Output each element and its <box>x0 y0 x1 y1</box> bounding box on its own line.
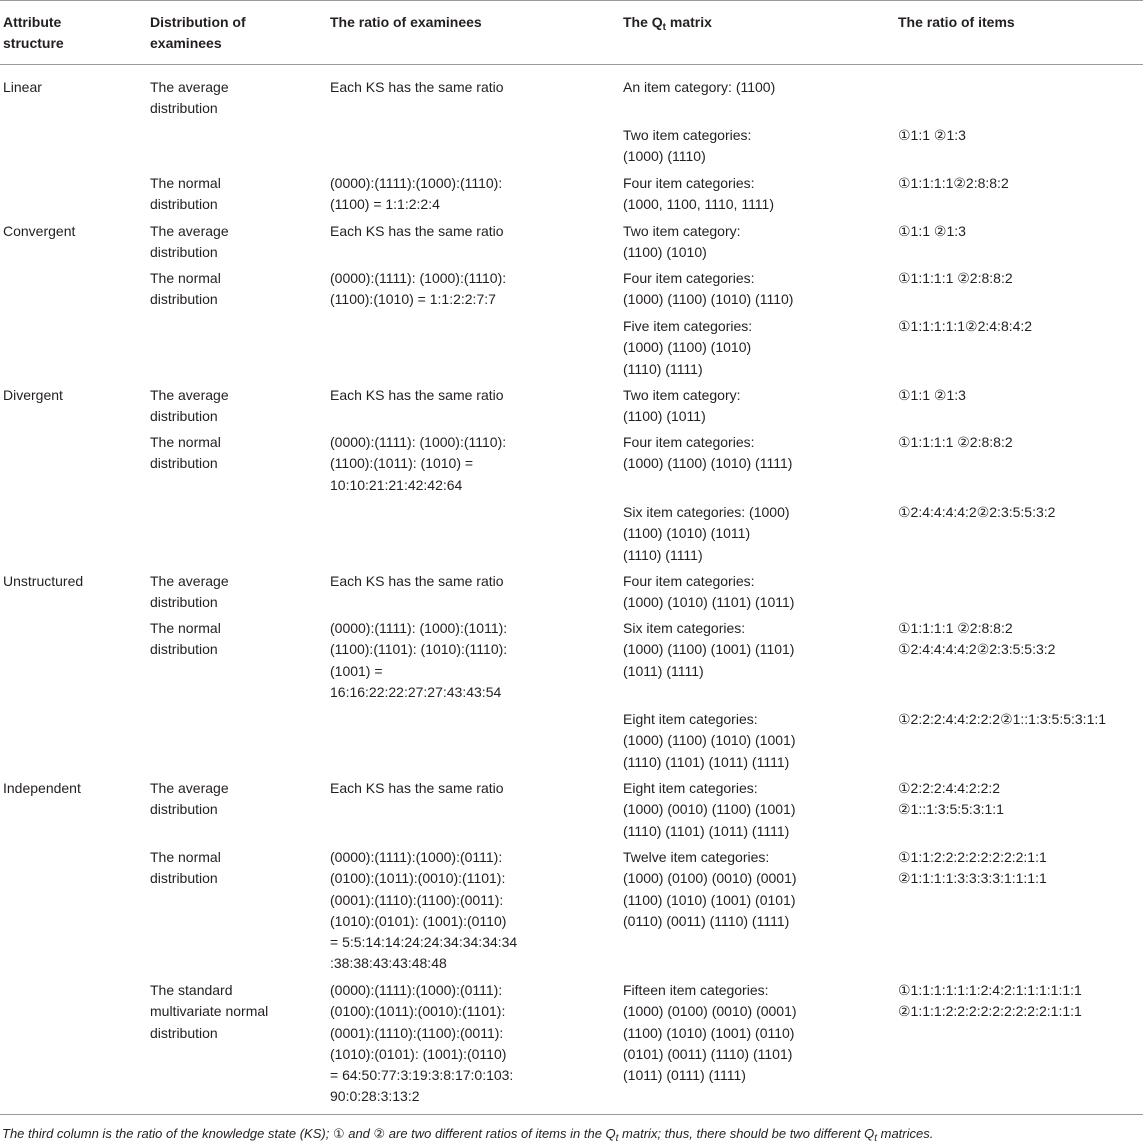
distribution-cell: The average distribution <box>150 573 229 611</box>
distribution-cell: The average distribution <box>150 79 229 117</box>
item-ratio-cell: ①1:1 ②1:3 <box>898 223 966 239</box>
qt-matrix-cell: Six item categories: (1000) (1100) (1001) (1101) (1011) (1111) <box>623 620 795 679</box>
examinee-ratio-cell: (0000):(1111): (1000):(1110): (1100):(1010) = 1:1:2:2:7:7 <box>330 270 507 308</box>
distribution-cell: The normal distribution <box>150 434 221 472</box>
qt-matrix-cell: Four item categories: (1000) (1100) (1010) (1110) <box>623 270 794 308</box>
item-ratio-cell: ①1:1:2:2:2:2:2:2:2:2:1:1 ②1:1:1:1:3:3:3:3:1:1:1:1 <box>898 849 1047 887</box>
qt-matrix-cell: Four item categories: (1000, 1100, 1110, 1111) <box>623 175 775 213</box>
distribution-cell: The average distribution <box>150 223 229 261</box>
qt-matrix-cell: An item category: (1100) <box>623 79 776 95</box>
distribution-cell: The normal distribution <box>150 175 221 213</box>
examinee-ratio-cell: Each KS has the same ratio <box>330 387 504 403</box>
header-ratio-of-examinees: The ratio of examinees <box>330 14 482 30</box>
examinee-ratio-cell: (0000):(1111): (1000):(1110): (1100):(1011): (1010) = 10:10:21:21:42:42:64 <box>330 434 507 493</box>
item-ratio-cell: ①1:1 ②1:3 <box>898 127 966 143</box>
structure-linear: Linear <box>3 79 42 95</box>
structure-unstructured: Unstructured <box>3 573 84 589</box>
item-ratio-cell: ①1:1:1:1:1:1:2:4:2:1:1:1:1:1:1 ②1:1:1:2:2:2:2:2:2:2:2:2:1:1:1 <box>898 982 1082 1020</box>
examinee-ratio-cell: (0000):(1111): (1000):(1011): (1100):(1101): (1010):(1110): (1001) = 16:16:22:22:27:27:43:43:54 <box>330 620 508 700</box>
header-qt-matrix: The $Q_t$ matrix <box>623 14 712 33</box>
item-ratio-cell: ①1:1:1:1:1②2:4:8:4:2 <box>898 318 1033 334</box>
examinee-ratio-cell: Each KS has the same ratio <box>330 223 504 239</box>
distribution-cell: The average distribution <box>150 780 229 818</box>
distribution-cell: The average distribution <box>150 387 229 425</box>
structure-independent: Independent <box>3 780 81 796</box>
examinee-ratio-cell: (0000):(1111):(1000):(1110): (1100) = 1:1:2:2:4 <box>330 175 503 213</box>
qt-matrix-cell: Two item category: (1100) (1010) <box>623 223 741 261</box>
header-attribute-structure: Attribute structure <box>3 14 64 51</box>
qt-matrix-cell: Six item categories: (1000) (1100) (1010) (1011) (1110) (1111) <box>623 504 790 563</box>
item-ratio-cell: ①1:1:1:1 ②2:8:8:2 <box>898 270 1013 286</box>
structure-divergent: Divergent <box>3 387 63 403</box>
table-top-rule <box>0 0 1143 1</box>
qt-matrix-cell: Five item categories: (1000) (1100) (1010) (1110) (1111) <box>623 318 753 377</box>
header-bottom-rule <box>0 64 1143 65</box>
examinee-ratio-cell: Each KS has the same ratio <box>330 573 504 589</box>
qt-matrix-cell: Two item categories: (1000) (1110) <box>623 127 752 165</box>
distribution-cell: The standard multivariate normal distribution <box>150 982 269 1041</box>
distribution-cell: The normal distribution <box>150 849 221 887</box>
item-ratio-cell: ①2:2:2:4:4:2:2:2②1::1:3:5:5:3:1:1 <box>898 711 1107 727</box>
header-ratio-of-items: The ratio of items <box>898 14 1015 30</box>
examinee-ratio-cell: (0000):(1111):(1000):(0111): (0100):(1011):(0010):(1101): (0001):(1110):(1100):(0011): (1010):(0101): (1001):(0110) = 5:5:14:14:24:24:34:34:34:34 :38:38:43:43:48:48 <box>330 849 518 972</box>
qt-matrix-cell: Four item categories: (1000) (1100) (1010) (1111) <box>623 434 793 472</box>
structure-convergent: Convergent <box>3 223 76 239</box>
item-ratio-cell: ①1:1:1:1 ②2:8:8:2 ①2:4:4:4:4:2②2:3:5:5:3:2 <box>898 620 1056 658</box>
examinee-ratio-cell: Each KS has the same ratio <box>330 79 504 95</box>
qt-matrix-cell: Eight item categories: (1000) (0010) (1100) (1001) (1110) (1101) (1011) (1111) <box>623 780 796 839</box>
item-ratio-cell: ①1:1 ②1:3 <box>898 387 966 403</box>
item-ratio-cell: ①1:1:1:1②2:8:8:2 <box>898 175 1009 191</box>
examinee-ratio-cell: (0000):(1111):(1000):(0111): (0100):(1011):(0010):(1101): (0001):(1110):(1100):(0011): (1010):(0101): (1001):(0110) = 64:50:77:3:19:3:8:17:0:103: 90:0:28:3:13:2 <box>330 982 514 1105</box>
examinee-ratio-cell: Each KS has the same ratio <box>330 780 504 796</box>
distribution-cell: The normal distribution <box>150 620 221 658</box>
item-ratio-cell: ①1:1:1:1 ②2:8:8:2 <box>898 434 1013 450</box>
header-distribution-of-examinees: Distribution of examinees <box>150 14 246 51</box>
qt-matrix-cell: Fifteen item categories: (1000) (0100) (0010) (0001) (1100) (1010) (1001) (0110) (0101) (0011) (1110) (1101) (1011) (0111) (1111) <box>623 982 797 1084</box>
qt-matrix-cell: Eight item categories: (1000) (1100) (1010) (1001) (1110) (1101) (1011) (1111) <box>623 711 796 770</box>
distribution-cell: The normal distribution <box>150 270 221 308</box>
table-bottom-rule <box>0 1114 1143 1115</box>
qt-matrix-cell: Twelve item categories: (1000) (0100) (0010) (0001) (1100) (1010) (1001) (0101) (0110) (0011) (1110) (1111) <box>623 849 797 929</box>
qt-matrix-cell: Two item category: (1100) (1011) <box>623 387 741 425</box>
qt-matrix-cell: Four item categories: (1000) (1010) (1101) (1011) <box>623 573 795 611</box>
item-ratio-cell: ①2:4:4:4:4:2②2:3:5:5:3:2 <box>898 504 1056 520</box>
item-ratio-cell: ①2:2:2:4:4:2:2:2 ②1::1:3:5:5:3:1:1 <box>898 780 1004 818</box>
table-footnote: The third column is the ratio of the knowledge state (KS); ① and ② are two different ratios of items in the $Q_t$ matrix; thus, there should be two different $Q_t$ matrices. <box>2 1126 934 1144</box>
